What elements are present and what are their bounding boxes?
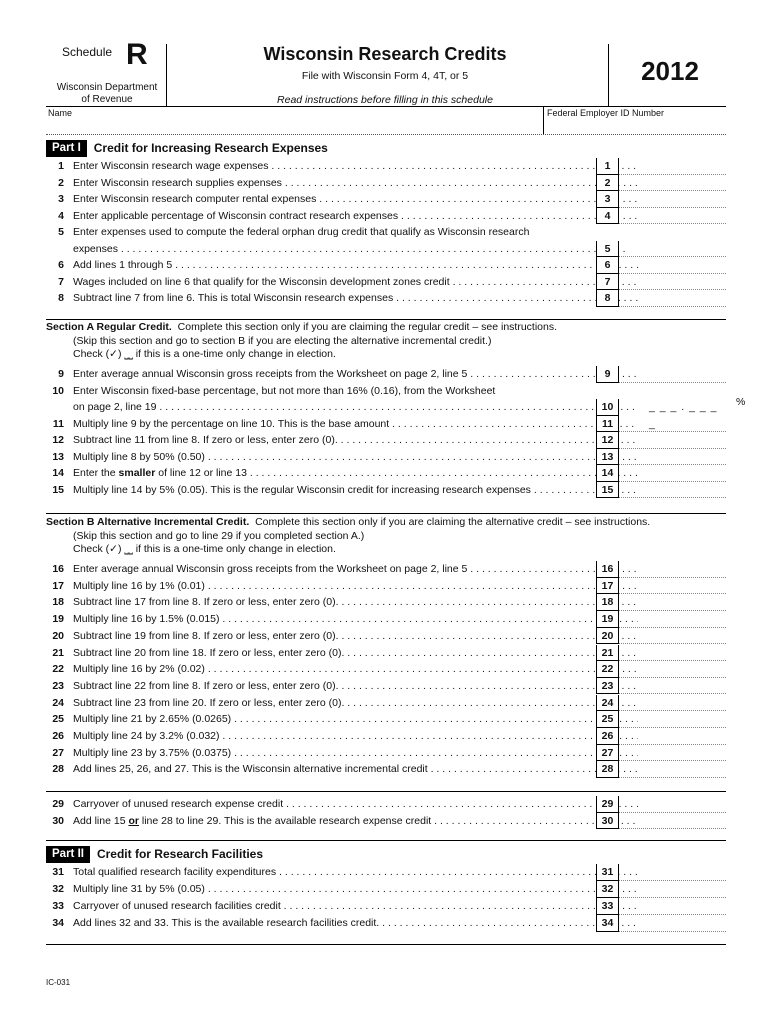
line-19	[46, 611, 726, 628]
line-number: 21	[52, 646, 64, 659]
line-number: 31	[52, 866, 64, 878]
line-13-amount-field[interactable]	[619, 449, 726, 466]
line-14-amount-field[interactable]	[619, 465, 726, 482]
line-20	[46, 628, 726, 645]
schedule-word: Schedule	[62, 45, 113, 59]
line-4-amount-field[interactable]	[619, 208, 726, 225]
line-number: 4	[58, 209, 64, 222]
section-a-note-1: (Skip this section and go to section B if you are electing the alternative incremental credit.)	[73, 334, 492, 347]
line-10-percentage-field[interactable]	[619, 396, 746, 430]
line-text: Enter expenses used to compute the federal orphan drug credit that qualify as Wisconsin research	[73, 226, 530, 238]
line-number: 2	[58, 176, 64, 189]
line-number: 30	[52, 814, 64, 827]
line-text: Carryover of unused research expense credit . . .	[73, 796, 638, 813]
section-a-rule	[46, 319, 726, 320]
form-title: Wisconsin Research Credits	[263, 44, 507, 64]
section-b-label: Section B Alternative Incremental Credit.	[46, 516, 250, 528]
line-9	[46, 366, 726, 383]
line-32-amount-field[interactable]	[619, 881, 726, 898]
line-number: 20	[52, 629, 64, 642]
line-4	[46, 208, 726, 225]
section-a-check-note[interactable]: Check (✓) ⎵⎵ if this is a one-time only change in election.	[73, 348, 336, 360]
line-text: Subtract line 11 from line 8. If zero or less, enter zero (0). . . .	[73, 432, 638, 449]
section-a-desc: Complete this section only if you are claiming the regular credit – see instructions.	[177, 321, 558, 333]
line-number: 15	[52, 483, 64, 496]
line-box-number: 17	[596, 578, 619, 595]
line-15-amount-field[interactable]	[619, 482, 726, 499]
line-box-number: 32	[596, 881, 619, 898]
line-number: 32	[52, 883, 64, 895]
line-number: 13	[52, 450, 64, 463]
line-22	[46, 661, 726, 678]
line-34	[46, 915, 726, 932]
header-divider-left	[166, 44, 167, 106]
line-17-amount-field[interactable]	[619, 578, 726, 595]
bottom-rule	[46, 944, 726, 945]
line-number: 28	[52, 763, 64, 776]
line-34-amount-field[interactable]	[619, 915, 726, 932]
line-19-amount-field[interactable]	[619, 611, 726, 628]
line-number: 10	[52, 384, 64, 397]
line-box-number: 28	[596, 761, 619, 778]
form-instructions: Read instructions before filling in this schedule	[277, 94, 493, 106]
line-text-post: of line 12 or line 13	[155, 467, 247, 479]
line-2	[46, 175, 726, 192]
line-24	[46, 695, 726, 712]
line-text-pre: Enter the	[73, 467, 119, 479]
line-16-amount-field[interactable]	[619, 561, 726, 578]
line-text-post: line 28 to line 29. This is the available research expense credit	[138, 814, 432, 827]
line-box-number: 22	[596, 661, 619, 678]
fein-field[interactable]	[545, 118, 725, 134]
line-number: 34	[52, 917, 64, 929]
line-text: Enter Wisconsin research computer rental expenses . . .	[73, 191, 638, 208]
line-text: Multiply line 31 by 5% (0.05) . . .	[73, 881, 638, 898]
header-divider-right	[608, 44, 609, 106]
line-text	[73, 465, 638, 482]
percentage-blank: _ _ _ . _ _ _ _	[649, 401, 718, 430]
line-box-number: 24	[596, 695, 619, 712]
line-25-amount-field[interactable]	[619, 711, 726, 728]
line-box-number: 33	[596, 898, 619, 915]
line-box-number: 12	[596, 432, 619, 449]
line-33	[46, 898, 726, 915]
part-2-rule	[46, 840, 726, 841]
line-number: 7	[58, 275, 64, 288]
line-number: 8	[58, 292, 64, 304]
form-code: IC-031	[46, 978, 71, 987]
line-21-amount-field[interactable]	[619, 645, 726, 662]
line-number: 6	[58, 259, 64, 271]
line-text: Enter applicable percentage of Wisconsin contract research expenses . . .	[73, 208, 638, 225]
line-box-number: 15	[596, 482, 619, 499]
section-a-label: Section A Regular Credit.	[46, 321, 172, 333]
line-text: Multiply line 8 by 50% (0.50) . . .	[73, 449, 638, 466]
line-14	[46, 465, 726, 482]
line-text-bold: smaller	[118, 467, 156, 479]
line-box-number: 9	[596, 366, 619, 383]
line-number: 19	[52, 613, 64, 626]
line-22-amount-field[interactable]	[619, 661, 726, 678]
line-number: 5	[58, 226, 64, 238]
section-b-desc: Complete this section only if you are claiming the alternative credit – see instructions.	[255, 516, 651, 528]
line-text: Add lines 25, 26, and 27. This is the Wisconsin alternative incremental credit . . .	[73, 761, 638, 778]
line-box-number: 16	[596, 561, 619, 578]
line-box-number: 20	[596, 628, 619, 645]
line-17	[46, 578, 726, 595]
schedule-letter: R	[126, 38, 148, 71]
line-11	[46, 416, 726, 433]
line-number: 14	[52, 467, 64, 479]
line-28	[46, 761, 726, 778]
line-31	[46, 864, 726, 881]
line-number: 3	[58, 193, 64, 205]
line-text: Multiply line 21 by 2.65% (0.0265) . . .	[73, 711, 638, 728]
line-text: Subtract line 17 from line 8. If zero or less, enter zero (0). . . .	[73, 594, 638, 611]
line-12-amount-field[interactable]	[619, 432, 726, 449]
line-number: 22	[52, 663, 64, 676]
line-text: Enter average annual Wisconsin gross receipts from the Worksheet on page 2, line 5 . . .	[73, 561, 638, 578]
line-30-amount-field[interactable]	[619, 813, 726, 830]
line-text: Wages included on line 6 that qualify for the Wisconsin development zones credit . . .	[73, 274, 638, 291]
line-text	[73, 813, 638, 830]
line-text: Subtract line 20 from line 18. If zero or less, enter zero (0). . . .	[73, 645, 638, 662]
line-5-text-row	[46, 224, 726, 241]
tax-year: 2012	[641, 56, 699, 86]
line-text: Multiply line 16 by 1% (0.01) . . .	[73, 578, 638, 595]
department-name	[52, 82, 162, 106]
line-text: Multiply line 14 by 5% (0.05). This is the regular Wisconsin credit for increasing research expenses . . .	[73, 482, 638, 499]
line-text-underlined: or	[128, 814, 139, 827]
line-7	[46, 274, 726, 291]
line-box-number: 29	[596, 796, 619, 813]
line-25	[46, 711, 726, 728]
line-box-number: 30	[596, 813, 619, 830]
line-9-amount-field[interactable]	[619, 366, 726, 383]
line-number: 9	[58, 368, 64, 380]
percent-sign: %	[736, 396, 746, 408]
line-23	[46, 678, 726, 695]
line-text: Add lines 32 and 33. This is the available research facilities credit. . . .	[73, 915, 638, 932]
line-5	[46, 241, 726, 258]
line-text: Multiply line 23 by 3.75% (0.0375) . . .	[73, 745, 638, 762]
part-2-title: Credit for Research Facilities	[96, 847, 264, 861]
line-text: Carryover of unused research facilities credit . . .	[73, 898, 638, 915]
line-number: 24	[52, 696, 64, 709]
name-fein-divider	[543, 106, 544, 134]
line-box-number: 4	[596, 208, 619, 225]
fein-label: Federal Employer ID Number	[547, 108, 665, 118]
line-box-number: 3	[596, 191, 619, 208]
line-6	[46, 257, 726, 274]
line-text: Multiply line 16 by 2% (0.02) . . .	[73, 661, 638, 678]
line-29	[46, 796, 726, 813]
line-box-number: 23	[596, 678, 619, 695]
part-1-tag: Part I	[46, 140, 87, 157]
line-29-amount-field[interactable]	[619, 796, 726, 813]
line-box-number: 18	[596, 594, 619, 611]
line-text: Enter Wisconsin research wage expenses . . .	[73, 158, 638, 175]
line-23-amount-field[interactable]	[619, 678, 726, 695]
line-33-amount-field[interactable]	[619, 898, 726, 915]
line-box-number: 25	[596, 711, 619, 728]
line-number: 17	[52, 579, 64, 592]
line-box-number: 27	[596, 745, 619, 762]
line-text: Multiply line 9 by the percentage on line 10. This is the base amount . . .	[73, 416, 638, 433]
section-b-intro	[46, 516, 726, 557]
line-text: Subtract line 23 from line 20. If zero or less, enter zero (0). . . .	[73, 695, 638, 712]
line-number: 18	[52, 596, 64, 609]
line-box-number: 31	[596, 864, 619, 881]
line-box-number: 11	[596, 416, 619, 433]
dept-line-1: Wisconsin Department	[56, 82, 158, 93]
line-30	[46, 813, 726, 830]
line-18	[46, 594, 726, 611]
section-a-intro	[46, 321, 726, 362]
line-text: Enter Wisconsin research supplies expenses . . .	[73, 175, 638, 192]
line-box-number: 1	[596, 158, 619, 175]
line-27	[46, 745, 726, 762]
line-8-amount-field[interactable]	[619, 290, 726, 307]
dept-line-2: of Revenue	[81, 94, 133, 105]
line-number: 16	[52, 563, 64, 575]
line-number: 23	[52, 679, 64, 692]
line-18-amount-field[interactable]	[619, 594, 726, 611]
line-12	[46, 432, 726, 449]
line-text: expenses . . .	[73, 241, 638, 258]
line-text: Subtract line 22 from line 8. If zero or less, enter zero (0). . . .	[73, 678, 638, 695]
name-label: Name	[48, 108, 73, 118]
line-number: 25	[52, 713, 64, 726]
line-text: Subtract line 7 from line 6. This is total Wisconsin research expenses . . .	[73, 290, 638, 307]
line-text: Total qualified research facility expenditures . . .	[73, 864, 638, 881]
line-box-number: 7	[596, 274, 619, 291]
line-26-amount-field[interactable]	[619, 728, 726, 745]
line-15	[46, 482, 726, 499]
line-text: on page 2, line 19 . . .	[73, 399, 638, 416]
line-31-amount-field[interactable]	[619, 864, 726, 881]
line-1-amount-field[interactable]	[619, 158, 726, 175]
line-number: 1	[58, 160, 64, 172]
line-number: 26	[52, 730, 64, 742]
line-text: Add lines 1 through 5 . . .	[73, 257, 638, 274]
line-27-amount-field[interactable]	[619, 745, 726, 762]
name-rule	[46, 134, 726, 136]
part-1-title: Credit for Increasing Research Expenses	[93, 141, 328, 155]
line-box-number: 8	[596, 290, 619, 307]
line-number: 29	[52, 798, 64, 810]
line-box-number: 10	[596, 399, 619, 416]
line-box-number: 21	[596, 645, 619, 662]
line-10-text-row	[46, 383, 726, 400]
line-24-amount-field[interactable]	[619, 695, 726, 712]
part-1-header	[46, 140, 328, 156]
line-text: Multiply line 24 by 3.2% (0.032) . . .	[73, 728, 638, 745]
line-26	[46, 728, 726, 745]
line-1	[46, 158, 726, 175]
line-2-amount-field[interactable]	[619, 175, 726, 192]
section-b-check-note[interactable]: Check (✓) ⎵⎵ if this is a one-time only change in election.	[73, 543, 336, 555]
line-11-amount-field[interactable]	[619, 416, 726, 433]
line-text-pre: Add line 15	[73, 814, 129, 827]
part-2-header	[46, 846, 263, 862]
line-text: Enter Wisconsin fixed-base percentage, but not more than 16% (0.16), from the Worksheet	[73, 384, 496, 397]
line-number: 33	[52, 900, 64, 912]
line-box-number: 14	[596, 465, 619, 482]
part-2-tag: Part II	[46, 846, 90, 863]
line-number: 12	[52, 434, 64, 446]
line-6-amount-field[interactable]	[619, 257, 726, 274]
line-box-number: 13	[596, 449, 619, 466]
line-text: Enter average annual Wisconsin gross receipts from the Worksheet on page 2, line 5 . . .	[73, 366, 638, 383]
line-21	[46, 645, 726, 662]
line-7-amount-field[interactable]	[619, 274, 726, 291]
line-20-amount-field[interactable]	[619, 628, 726, 645]
line-number: 11	[52, 417, 64, 430]
line-box-number: 6	[596, 257, 619, 274]
line-box-number: 26	[596, 728, 619, 745]
line-8	[46, 290, 726, 307]
line-3-amount-field[interactable]	[619, 191, 726, 208]
name-field[interactable]	[60, 106, 540, 134]
line-box-number: 5	[596, 241, 619, 258]
line-16	[46, 561, 726, 578]
line-13	[46, 449, 726, 466]
carryover-rule	[46, 791, 726, 792]
line-28-amount-field[interactable]	[619, 761, 726, 778]
section-b-rule	[46, 513, 726, 514]
line-number: 27	[52, 746, 64, 759]
line-3	[46, 191, 726, 208]
section-b-note-1: (Skip this section and go to line 29 if you completed section A.)	[73, 529, 365, 542]
line-box-number: 19	[596, 611, 619, 628]
line-5-amount-field[interactable]	[619, 241, 726, 258]
line-32	[46, 881, 726, 898]
line-text: Subtract line 19 from line 8. If zero or less, enter zero (0). . . .	[73, 628, 638, 645]
line-box-number: 34	[596, 915, 619, 932]
form-subtitle: File with Wisconsin Form 4, 4T, or 5	[301, 70, 469, 82]
line-box-number: 2	[596, 175, 619, 192]
line-text: Multiply line 16 by 1.5% (0.015) . . .	[73, 611, 638, 628]
